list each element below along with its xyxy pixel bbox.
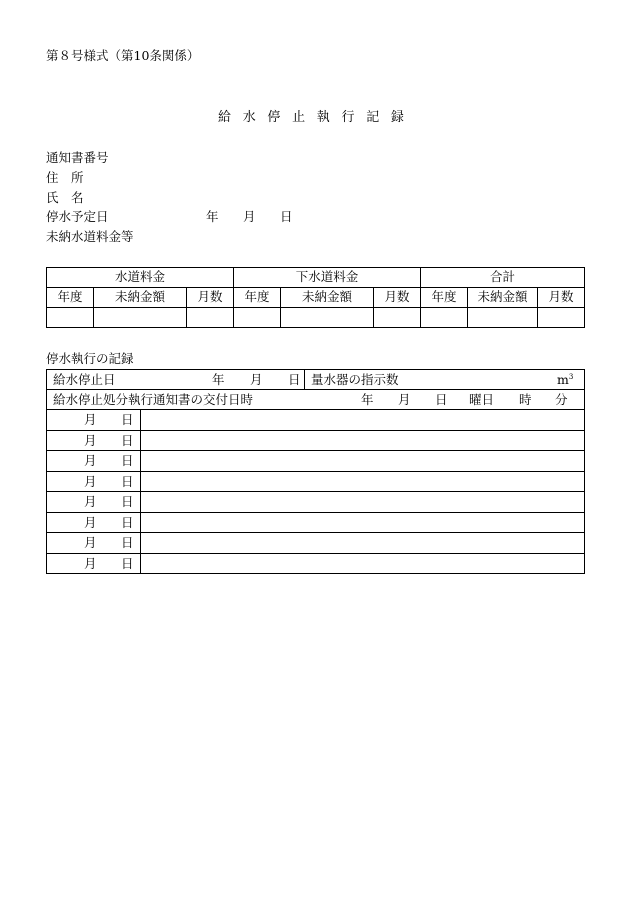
delivery-minute-unit: 分 — [555, 392, 568, 407]
fee-group-total: 合計 — [421, 268, 585, 288]
log-row — [47, 471, 585, 492]
fee-cell[interactable] — [234, 308, 281, 328]
log-note-cell[interactable] — [141, 430, 585, 451]
delivery-year-unit: 年 — [361, 392, 374, 407]
log-note-cell[interactable] — [141, 410, 585, 431]
log-date-cell[interactable] — [47, 471, 141, 492]
log-month-unit: 月 — [84, 514, 97, 530]
fee-cell[interactable] — [421, 308, 468, 328]
log-day-unit: 日 — [121, 453, 134, 468]
meter-label: 量水器の指示数 — [311, 372, 399, 387]
log-note-cell[interactable] — [141, 451, 585, 472]
log-day-unit: 日 — [121, 412, 134, 427]
log-row — [47, 533, 585, 554]
log-month-unit: 月 — [84, 453, 97, 468]
col-months: 月数 — [374, 288, 421, 308]
log-row — [47, 512, 585, 533]
meter-cell[interactable] — [305, 370, 585, 390]
log-date-cell[interactable] — [47, 553, 141, 574]
col-year: 年度 — [421, 288, 468, 308]
fee-cell[interactable] — [47, 308, 94, 328]
col-unpaid-amount: 未納金額 — [468, 288, 538, 308]
log-date-cell[interactable] — [47, 512, 141, 533]
log-month-unit: 月 — [84, 473, 97, 489]
log-day-unit: 日 — [121, 535, 134, 550]
col-months: 月数 — [187, 288, 234, 308]
log-note-cell[interactable] — [141, 512, 585, 533]
log-note-cell[interactable] — [141, 533, 585, 554]
col-year: 年度 — [234, 288, 281, 308]
log-month-unit: 月 — [84, 535, 97, 550]
log-day-unit: 日 — [121, 555, 134, 571]
log-row — [47, 430, 585, 451]
log-note-cell[interactable] — [141, 492, 585, 513]
record-heading: 停水執行の記録 — [46, 351, 134, 366]
log-date-cell[interactable] — [47, 451, 141, 472]
log-month-unit: 月 — [84, 412, 97, 427]
page-title: 給水停止執行記録 — [218, 110, 416, 125]
delivery-month-unit: 月 — [398, 392, 411, 407]
log-month-unit: 月 — [84, 432, 97, 448]
log-day-unit: 日 — [121, 432, 134, 448]
stop-year-unit: 年 — [212, 372, 225, 387]
scheduled-month-unit: 月 — [243, 209, 256, 224]
address-label: 住 所 — [46, 170, 84, 185]
col-unpaid-amount: 未納金額 — [94, 288, 187, 308]
log-row — [47, 451, 585, 472]
log-date-cell[interactable] — [47, 492, 141, 513]
log-row — [47, 492, 585, 513]
log-date-cell[interactable] — [47, 430, 141, 451]
fee-group-sewer: 下水道料金 — [234, 268, 421, 288]
fee-cell[interactable] — [538, 308, 585, 328]
fee-group-water: 水道料金 — [47, 268, 234, 288]
col-unpaid-amount: 未納金額 — [281, 288, 374, 308]
stop-day-unit: 日 — [288, 372, 301, 387]
fee-table — [46, 267, 585, 328]
log-note-cell[interactable] — [141, 471, 585, 492]
fee-cell[interactable] — [187, 308, 234, 328]
log-date-cell[interactable] — [47, 533, 141, 554]
log-day-unit: 日 — [121, 514, 134, 530]
fee-cell[interactable] — [468, 308, 538, 328]
stop-date-label: 給水停止日 — [53, 372, 116, 387]
col-year: 年度 — [47, 288, 94, 308]
delivery-hour-unit: 時 — [519, 392, 532, 407]
scheduled-year-unit: 年 — [206, 209, 219, 224]
meter-unit-exponent: 3 — [568, 373, 574, 381]
name-label: 氏 名 — [46, 190, 84, 205]
fee-cell[interactable] — [281, 308, 374, 328]
scheduled-date-label: 停水予定日 — [46, 209, 109, 224]
log-row — [47, 410, 585, 431]
log-day-unit: 日 — [121, 473, 134, 489]
log-date-cell[interactable] — [47, 410, 141, 431]
stop-month-unit: 月 — [250, 372, 263, 387]
log-day-unit: 日 — [121, 494, 134, 509]
record-table — [46, 369, 585, 574]
meter-unit: $m^3$ — [557, 372, 574, 388]
scheduled-day-unit: 日 — [280, 209, 293, 224]
notice-number-label: 通知書番号 — [46, 150, 109, 165]
form-id: 第８号様式（第10条関係） — [46, 48, 200, 63]
delivery-weekday-unit: 曜日 — [469, 392, 495, 407]
log-month-unit: 月 — [84, 555, 97, 571]
delivery-day-unit: 日 — [435, 392, 448, 407]
delivery-cell[interactable] — [47, 390, 585, 410]
log-row — [47, 553, 585, 574]
unpaid-label: 未納水道料金等 — [46, 229, 134, 244]
log-month-unit: 月 — [84, 494, 97, 509]
fee-cell[interactable] — [374, 308, 421, 328]
col-months: 月数 — [538, 288, 585, 308]
stop-date-cell[interactable] — [47, 370, 305, 390]
fee-cell[interactable] — [94, 308, 187, 328]
log-note-cell[interactable] — [141, 553, 585, 574]
delivery-label: 給水停止処分執行通知書の交付日時 — [53, 392, 254, 407]
